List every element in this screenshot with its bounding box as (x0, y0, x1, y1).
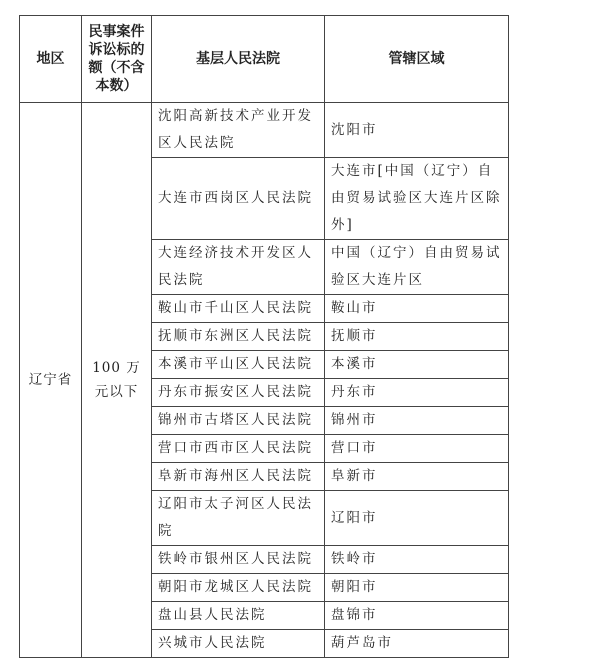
court-cell: 抚顺市东洲区人民法院 (152, 323, 325, 351)
jurisdiction-cell: 营口市 (325, 435, 509, 463)
jurisdiction-cell: 盘锦市 (325, 602, 509, 630)
jurisdiction-cell: 锦州市 (325, 407, 509, 435)
court-cell: 营口市西市区人民法院 (152, 435, 325, 463)
header-region: 地区 (20, 16, 82, 103)
court-cell: 铁岭市银州区人民法院 (152, 546, 325, 574)
court-cell: 辽阳市太子河区人民法院 (152, 491, 325, 546)
court-cell: 沈阳高新技术产业开发区人民法院 (152, 103, 325, 158)
court-cell: 朝阳市龙城区人民法院 (152, 574, 325, 602)
court-cell: 锦州市古塔区人民法院 (152, 407, 325, 435)
jurisdiction-cell: 抚顺市 (325, 323, 509, 351)
jurisdiction-cell: 沈阳市 (325, 103, 509, 158)
court-cell: 大连市西岗区人民法院 (152, 158, 325, 240)
amount-cell: 100 万元以下 (82, 103, 152, 658)
jurisdiction-cell: 辽阳市 (325, 491, 509, 546)
jurisdiction-cell: 鞍山市 (325, 295, 509, 323)
header-court: 基层人民法院 (152, 16, 325, 103)
jurisdiction-cell: 葫芦岛市 (325, 630, 509, 658)
court-jurisdiction-table (19, 15, 509, 658)
court-cell: 本溪市平山区人民法院 (152, 351, 325, 379)
court-cell: 盘山县人民法院 (152, 602, 325, 630)
jurisdiction-cell: 朝阳市 (325, 574, 509, 602)
court-cell: 大连经济技术开发区人民法院 (152, 240, 325, 295)
court-cell: 兴城市人民法院 (152, 630, 325, 658)
header-row (20, 16, 509, 103)
jurisdiction-cell: 中国（辽宁）自由贸易试验区大连片区 (325, 240, 509, 295)
province-cell: 辽宁省 (20, 103, 82, 658)
court-cell: 阜新市海州区人民法院 (152, 463, 325, 491)
header-jurisdiction: 管辖区域 (325, 16, 509, 103)
table-row (20, 103, 509, 158)
court-cell: 丹东市振安区人民法院 (152, 379, 325, 407)
header-amount: 民事案件诉讼标的额（不含本数） (82, 16, 152, 103)
jurisdiction-cell: 阜新市 (325, 463, 509, 491)
jurisdiction-cell: 丹东市 (325, 379, 509, 407)
jurisdiction-cell: 大连市[中国（辽宁）自由贸易试验区大连片区除外] (325, 158, 509, 240)
court-cell: 鞍山市千山区人民法院 (152, 295, 325, 323)
jurisdiction-cell: 铁岭市 (325, 546, 509, 574)
jurisdiction-cell: 本溪市 (325, 351, 509, 379)
